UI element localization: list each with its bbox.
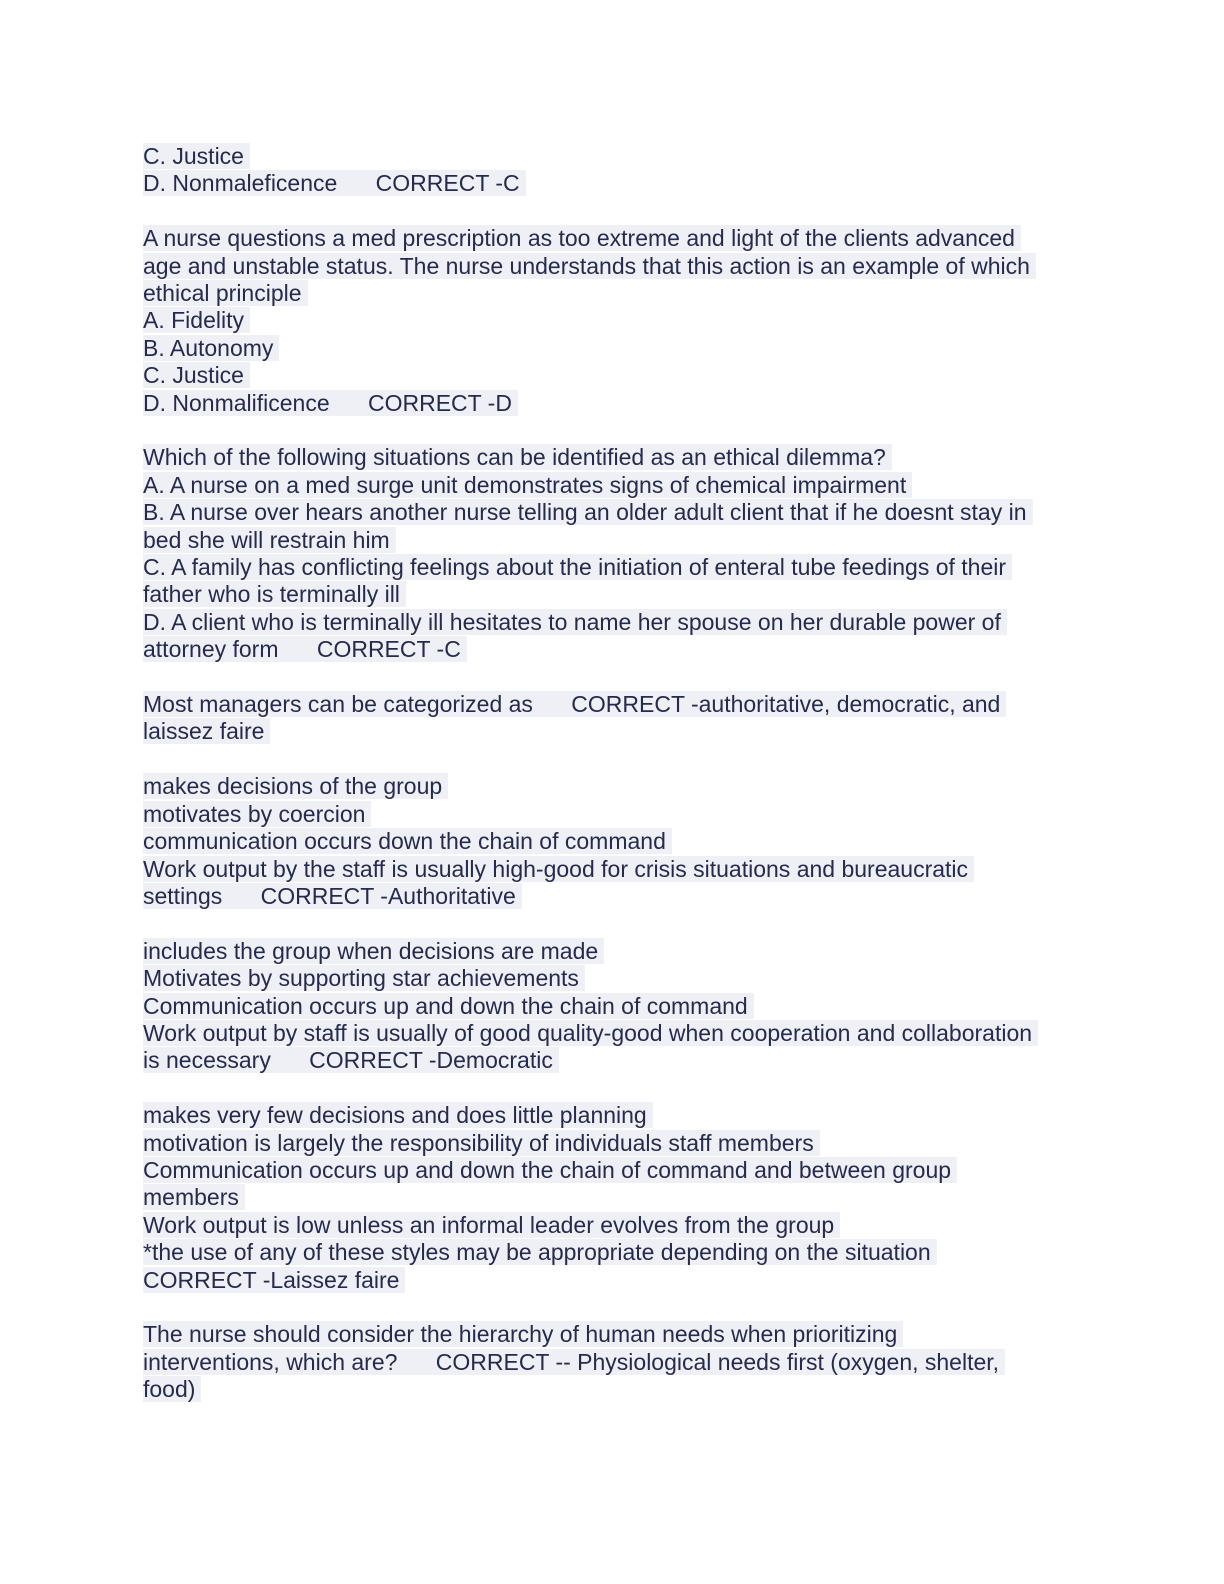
question-block: [143, 691, 1083, 746]
question-block: [143, 1102, 1083, 1294]
question-text: Which of the following situations can be identified as an ethical dilemma?: [143, 444, 892, 470]
answer-correct: settings CORRECT -Authoritative: [143, 883, 522, 909]
answer-option-correct: attorney form CORRECT -C: [143, 636, 467, 662]
description-line: makes very few decisions and does little planning: [143, 1102, 653, 1128]
answer-option: C. Justice: [143, 143, 250, 169]
question-text: A nurse questions a med prescription as too extreme and light of the clients advanced: [143, 225, 1021, 251]
question-text: ethical principle: [143, 280, 308, 306]
document-page: [143, 143, 1083, 1431]
question-block: [143, 1321, 1083, 1403]
description-line: motivates by coercion: [143, 801, 371, 827]
answer-option: D. A client who is terminally ill hesitates to name her spouse on her durable power of: [143, 609, 1007, 635]
question-block: [143, 444, 1083, 663]
answer-option: B. Autonomy: [143, 335, 279, 361]
question-text: age and unstable status. The nurse understands that this action is an example of which: [143, 253, 1036, 279]
answer-option-correct: D. Nonmaleficence CORRECT -C: [143, 170, 526, 196]
description-line: *the use of any of these styles may be appropriate depending on the situation: [143, 1239, 937, 1265]
description-line: Work output by the staff is usually high-good for crisis situations and bureaucratic: [143, 856, 974, 882]
description-line: communication occurs down the chain of command: [143, 828, 672, 854]
answer-option: bed she will restrain him: [143, 527, 396, 553]
question-answer-text: laissez faire: [143, 718, 270, 744]
description-line: Work output by staff is usually of good quality-good when cooperation and collaboration: [143, 1020, 1038, 1046]
description-line: Motivates by supporting star achievements: [143, 965, 585, 991]
answer-option: C. A family has conflicting feelings about the initiation of enteral tube feedings of their: [143, 554, 1012, 580]
answer-option: A. A nurse on a med surge unit demonstrates signs of chemical impairment: [143, 472, 912, 498]
question-answer-text: interventions, which are? CORRECT -- Physiological needs first (oxygen, shelter,: [143, 1349, 1005, 1375]
description-line: motivation is largely the responsibility of individuals staff members: [143, 1130, 820, 1156]
question-block: [143, 143, 1083, 198]
description-line: Communication occurs up and down the chain of command and between group: [143, 1157, 957, 1183]
description-line: members: [143, 1184, 245, 1210]
description-line: makes decisions of the group: [143, 773, 448, 799]
answer-option: C. Justice: [143, 362, 250, 388]
answer-option: A. Fidelity: [143, 307, 250, 333]
answer-option-correct: D. Nonmalificence CORRECT -D: [143, 390, 518, 416]
answer-correct: CORRECT -Laissez faire: [143, 1267, 405, 1293]
answer-correct: is necessary CORRECT -Democratic: [143, 1047, 559, 1073]
answer-option: B. A nurse over hears another nurse telling an older adult client that if he doesnt stay in: [143, 499, 1033, 525]
answer-option: father who is terminally ill: [143, 581, 406, 607]
question-answer-text: Most managers can be categorized as CORRECT -authoritative, democratic, and: [143, 691, 1006, 717]
description-line: Work output is low unless an informal leader evolves from the group: [143, 1212, 840, 1238]
question-answer-text: The nurse should consider the hierarchy of human needs when prioritizing: [143, 1321, 903, 1347]
question-block: [143, 773, 1083, 910]
question-block: [143, 938, 1083, 1075]
question-answer-text: food): [143, 1376, 201, 1402]
description-line: includes the group when decisions are made: [143, 938, 604, 964]
question-block: [143, 225, 1083, 417]
description-line: Communication occurs up and down the chain of command: [143, 993, 754, 1019]
